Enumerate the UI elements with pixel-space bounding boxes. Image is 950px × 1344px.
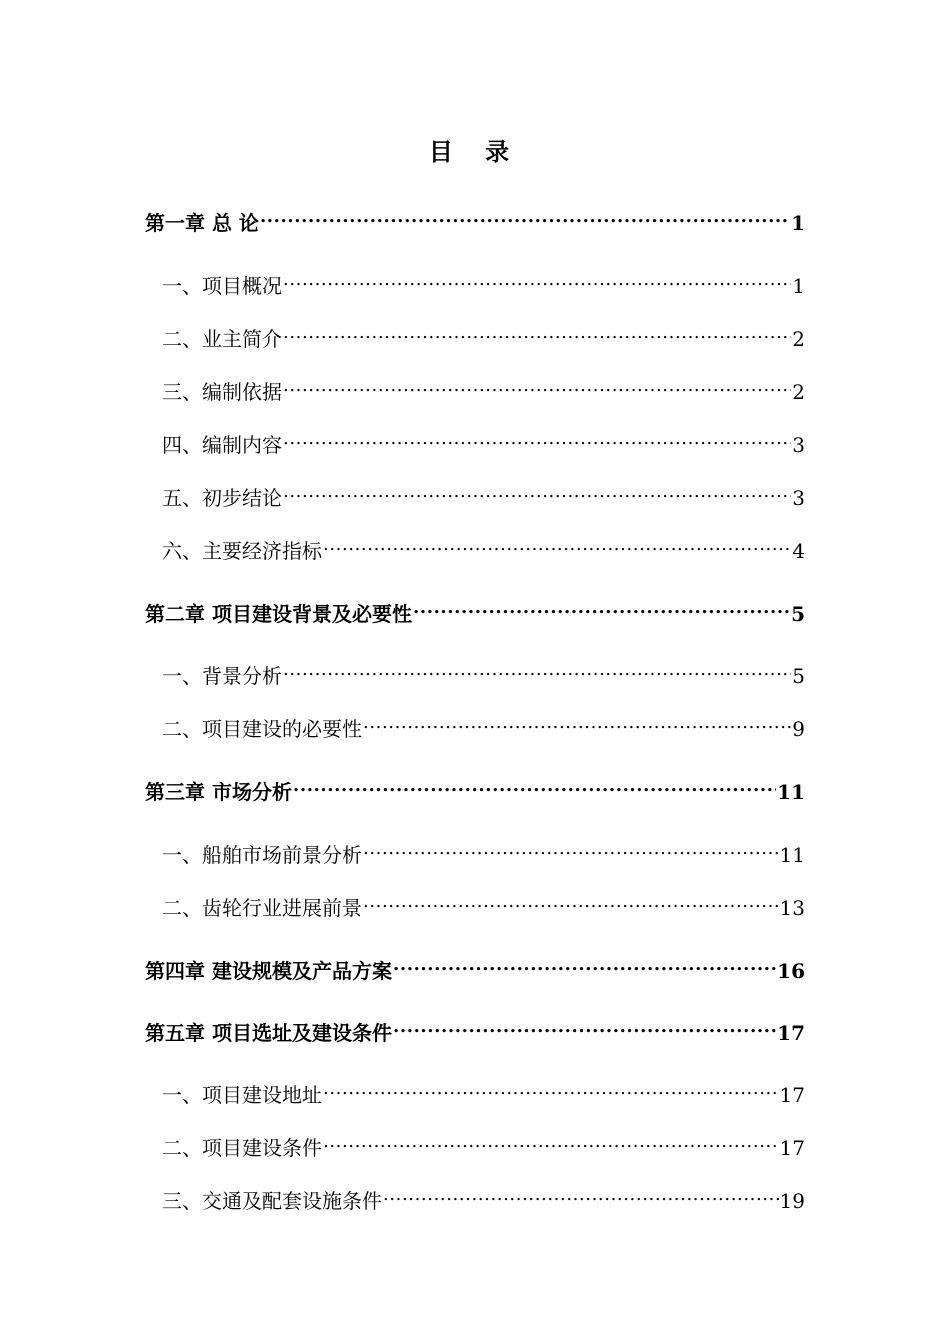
toc-section-entry[interactable]	[162, 706, 805, 741]
toc-entry-label: 第三章 市场分析	[145, 780, 292, 804]
toc-leader-dots	[383, 1178, 779, 1208]
toc-page-number: 1	[792, 274, 805, 298]
toc-leader-dots	[283, 316, 791, 346]
toc-leader-dots	[363, 885, 779, 915]
toc-leader-dots	[323, 1125, 779, 1155]
toc-leader-dots	[393, 948, 776, 978]
toc-page-number: 5	[792, 664, 805, 688]
toc-section-entry[interactable]	[162, 369, 805, 404]
toc-leader-dots	[363, 832, 779, 862]
toc-section-entry[interactable]	[162, 263, 805, 298]
toc-entry-label: 三、交通及配套设施条件	[162, 1189, 382, 1213]
toc-page-number: 5	[791, 602, 805, 626]
toc-entry-label: 第一章 总 论	[145, 211, 259, 235]
toc-leader-dots	[283, 369, 791, 399]
toc-entry-label: 一、背景分析	[162, 664, 282, 688]
toc-entry-label: 二、齿轮行业进展前景	[162, 896, 362, 920]
toc-chapter-entry[interactable]	[145, 1010, 805, 1045]
toc-leader-dots	[293, 769, 776, 799]
toc-page-number: 17	[779, 1136, 805, 1160]
toc-page-number: 3	[792, 433, 805, 457]
toc-leader-dots	[283, 475, 791, 505]
toc-section-entry[interactable]	[162, 316, 805, 351]
toc-leader-dots	[363, 706, 791, 736]
toc-page-number: 2	[792, 380, 805, 404]
toc-section-entry[interactable]	[162, 1178, 805, 1213]
toc-section-entry[interactable]	[162, 528, 805, 563]
toc-page-number: 11	[777, 780, 805, 804]
toc-entry-label: 二、项目建设条件	[162, 1136, 322, 1160]
toc-entry-label: 第五章 项目选址及建设条件	[145, 1021, 392, 1045]
toc-section-entry[interactable]	[162, 1072, 805, 1107]
toc-entry-label: 五、初步结论	[162, 486, 282, 510]
toc-leader-dots	[413, 591, 790, 621]
toc-leader-dots	[260, 200, 790, 230]
toc-entry-label: 一、船舶市场前景分析	[162, 843, 362, 867]
toc-section-entry[interactable]	[162, 832, 805, 867]
toc-entry-label: 一、项目建设地址	[162, 1083, 322, 1107]
toc-page-number: 16	[777, 959, 805, 983]
toc-leader-dots	[323, 528, 791, 558]
toc-page-number: 19	[779, 1189, 805, 1213]
toc-section-entry[interactable]	[162, 475, 805, 510]
toc-page-number: 9	[792, 717, 805, 741]
toc-page-number: 13	[779, 896, 805, 920]
toc-entry-label: 第二章 项目建设背景及必要性	[145, 602, 412, 626]
toc-leader-dots	[393, 1010, 776, 1040]
toc-leader-dots	[323, 1072, 779, 1102]
toc-section-entry[interactable]	[162, 653, 805, 688]
toc-page-number: 11	[779, 843, 805, 867]
toc-section-entry[interactable]	[162, 422, 805, 457]
toc-entry-label: 三、编制依据	[162, 380, 282, 404]
toc-leader-dots	[283, 422, 791, 452]
toc-section-entry[interactable]	[162, 885, 805, 920]
toc-page-number: 17	[777, 1021, 805, 1045]
toc-leader-dots	[283, 653, 791, 683]
toc-chapter-entry[interactable]	[145, 769, 805, 804]
toc-page-number: 2	[792, 327, 805, 351]
toc-entry-label: 二、项目建设的必要性	[162, 717, 362, 741]
toc-entry-label: 二、业主简介	[162, 327, 282, 351]
toc-chapter-entry[interactable]	[145, 200, 805, 235]
toc-chapter-entry[interactable]	[145, 591, 805, 626]
toc-page-number: 17	[779, 1083, 805, 1107]
toc-leader-dots	[283, 263, 791, 293]
toc-chapter-entry[interactable]	[145, 948, 805, 983]
toc-entry-label: 六、主要经济指标	[162, 539, 322, 563]
toc-title: 目 录	[428, 137, 522, 166]
toc-entry-label: 四、编制内容	[162, 433, 282, 457]
toc-page-number: 3	[792, 486, 805, 510]
toc-page-number: 4	[792, 539, 805, 563]
toc-entry-label: 第四章 建设规模及产品方案	[145, 959, 392, 983]
toc-entry-label: 一、项目概况	[162, 274, 282, 298]
toc-section-entry[interactable]	[162, 1125, 805, 1160]
toc-page-number: 1	[791, 211, 805, 235]
